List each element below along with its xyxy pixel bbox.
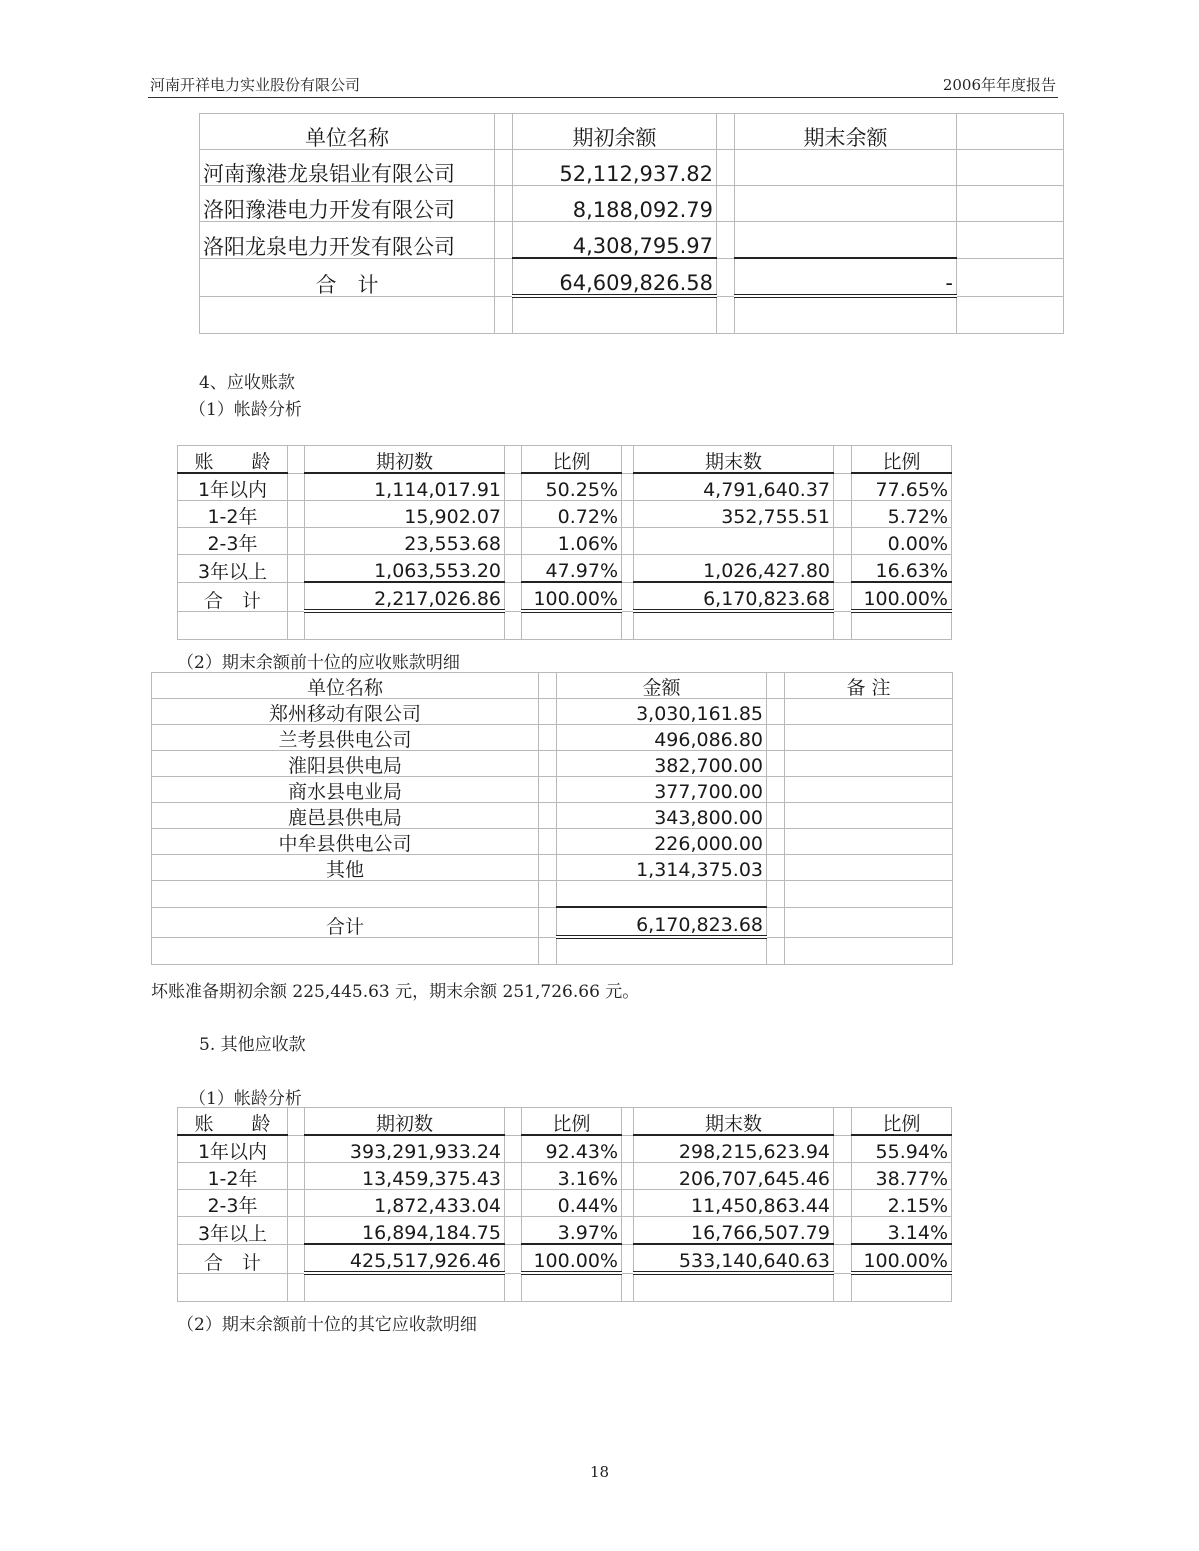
row-age: 2-3年 [178,528,288,555]
total-amount: 6,170,823.68 [557,907,767,937]
page-number: 18 [589,1463,610,1481]
row-end: 16,766,507.79 [634,1217,834,1245]
other-aging-table [177,1107,952,1302]
table-row [178,1135,952,1163]
table-header-row [178,1108,952,1136]
col-header-end: 期末余额 [735,114,957,150]
row-begin: 1,872,433.04 [305,1190,505,1217]
bad-debt-note: 坏账准备期初余额 225,445.63 元，期末余额 251,726.66 元。 [151,982,640,1002]
total-end-pct: 100.00% [852,582,952,611]
section5-sub1: （1）帐龄分析 [189,1089,302,1109]
table-row [200,186,1064,222]
total-row [178,1244,952,1273]
col-header-begin: 期初余额 [513,114,717,150]
total-row [200,258,1064,296]
row-begin-pct: 1.06% [522,528,622,555]
row-age: 1年以内 [178,473,288,501]
total-label: 合计 [152,907,539,937]
row-age: 2-3年 [178,1190,288,1217]
row-begin: 15,902.07 [305,501,505,528]
col-header-end-pct: 比例 [852,446,952,474]
col-header-age: 账 龄 [178,1108,288,1136]
table-row [152,751,953,777]
table-row [152,855,953,881]
row-end-pct: 2.15% [852,1190,952,1217]
row-begin: 23,553.68 [305,528,505,555]
total-label: 合 计 [178,1244,288,1273]
table-row [178,1217,952,1245]
table-row [152,699,953,725]
total-end: - [735,258,957,296]
row-begin: 16,894,184.75 [305,1217,505,1245]
row-amount: 377,700.00 [557,777,767,803]
row-begin-pct: 3.16% [522,1163,622,1190]
section5-title: 5. 其他应收款 [199,1035,306,1055]
table-row [178,1190,952,1217]
col-header-begin: 期初数 [305,1108,505,1136]
row-name: 其他 [152,855,539,881]
row-end [634,528,834,555]
row-end [735,222,957,259]
table-header-row [200,114,1064,150]
table-row [200,150,1064,186]
row-begin-pct: 0.72% [522,501,622,528]
row-name: 淮阳县供电局 [152,751,539,777]
row-end-pct: 16.63% [852,555,952,583]
row-end: 206,707,645.46 [634,1163,834,1190]
row-begin-pct: 3.97% [522,1217,622,1245]
blank-row [152,881,953,908]
row-name: 鹿邑县供电局 [152,803,539,829]
col-header-begin-pct: 比例 [522,446,622,474]
row-end-pct: 3.14% [852,1217,952,1245]
table-row [178,501,952,528]
col-header-end: 期末数 [634,1108,834,1136]
table-row [200,222,1064,259]
blank-row [200,296,1064,334]
total-row [152,907,953,937]
row-end-pct: 77.65% [852,473,952,501]
row-amount: 496,086.80 [557,725,767,751]
row-end-pct: 5.72% [852,501,952,528]
row-age: 1-2年 [178,501,288,528]
row-age: 3年以上 [178,555,288,583]
row-amount: 343,800.00 [557,803,767,829]
row-end-pct: 55.94% [852,1135,952,1163]
row-begin: 52,112,937.82 [513,150,717,186]
top-receivables-table [151,672,953,965]
row-end: 352,755.51 [634,501,834,528]
row-begin-pct: 47.97% [522,555,622,583]
row-name: 洛阳龙泉电力开发有限公司 [200,222,495,259]
col-header-name: 单位名称 [152,673,539,699]
row-end-pct: 0.00% [852,528,952,555]
row-end: 11,450,863.44 [634,1190,834,1217]
table-row [152,829,953,855]
blank-row [178,611,952,640]
row-begin: 1,114,017.91 [305,473,505,501]
total-begin: 2,217,026.86 [305,582,505,611]
section4-sub2: （2）期末余额前十位的应收账款明细 [177,653,460,673]
row-age: 1年以内 [178,1135,288,1163]
blank-row [152,937,953,965]
row-begin: 393,291,933.24 [305,1135,505,1163]
row-name: 商水县电业局 [152,777,539,803]
row-name: 河南豫港龙泉铝业有限公司 [200,150,495,186]
table-row [178,473,952,501]
row-name: 郑州移动有限公司 [152,699,539,725]
row-begin: 1,063,553.20 [305,555,505,583]
table-row [152,803,953,829]
row-begin: 8,188,092.79 [513,186,717,222]
col-header-amount: 金额 [557,673,767,699]
row-end: 1,026,427.80 [634,555,834,583]
section5-sub2: （2）期末余额前十位的其它应收款明细 [177,1315,477,1335]
col-header-end-pct: 比例 [852,1108,952,1136]
total-begin: 425,517,926.46 [305,1244,505,1273]
total-begin: 64,609,826.58 [513,258,717,296]
row-age: 3年以上 [178,1217,288,1245]
section4-title: 4、应收账款 [199,373,295,393]
row-age: 1-2年 [178,1163,288,1190]
blank-row [178,1273,952,1302]
col-header-begin: 期初数 [305,446,505,474]
total-begin-pct: 100.00% [522,1244,622,1273]
table-row [178,528,952,555]
row-begin: 13,459,375.43 [305,1163,505,1190]
total-label: 合 计 [178,582,288,611]
total-end-pct: 100.00% [852,1244,952,1273]
total-begin-pct: 100.00% [522,582,622,611]
col-header-remark: 备 注 [785,673,953,699]
company-name: 河南开祥电力实业股份有限公司 [150,76,361,94]
report-title: 2006年年度报告 [942,76,1056,94]
table-row [178,555,952,583]
table-row [152,777,953,803]
table-row [152,725,953,751]
section4-sub1: （1）帐龄分析 [189,400,302,420]
row-begin-pct: 50.25% [522,473,622,501]
row-amount: 1,314,375.03 [557,855,767,881]
col-header-name: 单位名称 [200,114,495,150]
row-begin-pct: 0.44% [522,1190,622,1217]
row-end: 298,215,623.94 [634,1135,834,1163]
col-header-end: 期末数 [634,446,834,474]
row-end [735,186,957,222]
row-amount: 226,000.00 [557,829,767,855]
row-name: 中牟县供电公司 [152,829,539,855]
table-row [178,1163,952,1190]
row-begin-pct: 92.43% [522,1135,622,1163]
row-amount: 3,030,161.85 [557,699,767,725]
header-rule [148,97,1058,98]
receivable-aging-table [177,445,952,640]
row-end-pct: 38.77% [852,1163,952,1190]
row-end [735,150,957,186]
total-label: 合 计 [200,258,495,296]
total-end: 6,170,823.68 [634,582,834,611]
related-balance-table [199,113,1064,334]
row-amount: 382,700.00 [557,751,767,777]
table-header-row [152,673,953,699]
row-name: 洛阳豫港电力开发有限公司 [200,186,495,222]
col-header-age: 账 龄 [178,446,288,474]
total-end: 533,140,640.63 [634,1244,834,1273]
total-row [178,582,952,611]
col-header-begin-pct: 比例 [522,1108,622,1136]
table-header-row [178,446,952,474]
row-begin: 4,308,795.97 [513,222,717,259]
row-end: 4,791,640.37 [634,473,834,501]
row-name: 兰考县供电公司 [152,725,539,751]
